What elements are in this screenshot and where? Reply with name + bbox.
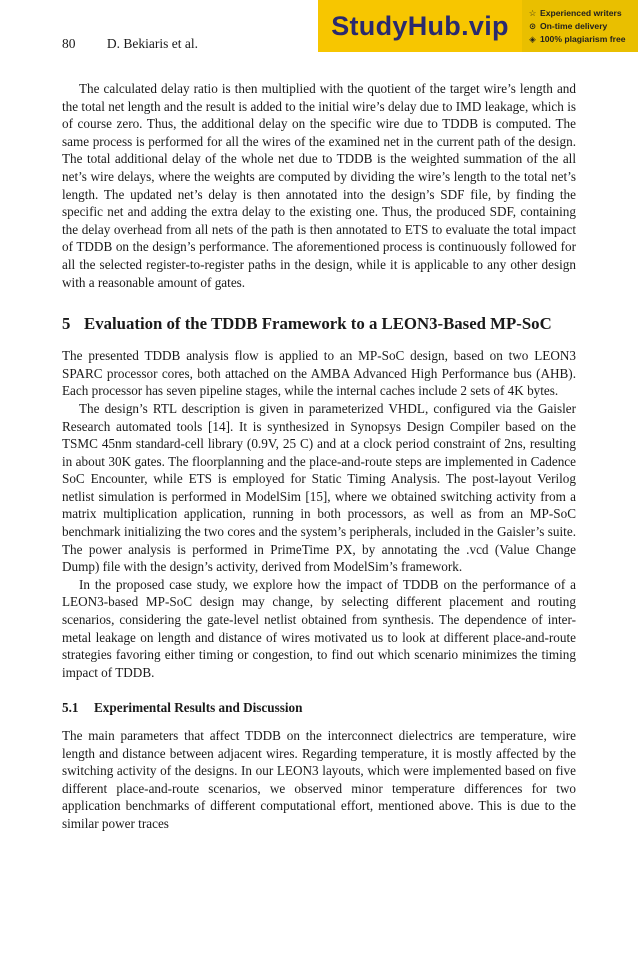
studyhub-logo[interactable]: StudyHub.vip	[318, 0, 522, 52]
subsection-number: 5.1	[62, 700, 79, 716]
running-header	[62, 36, 198, 52]
page-body	[62, 80, 576, 833]
feature-on-time-delivery	[528, 21, 638, 32]
page-number: 80	[62, 36, 76, 51]
shield-check-icon: ◈	[529, 33, 536, 44]
feature-label: 100% plagiarism free	[540, 34, 626, 44]
paragraph-1: The calculated delay ratio is then multiplied with the quotient of the target wire’s length and the total net length and the result is added to the initial wire’s delay due to IMD leakage, which is of course zero. Thus, the additional delay on the specific wire due to TDDB is computed. The same process is performed for all the wires of the examined net in the current path of the design. The total additional delay of the whole net due to TDDB is the weighted summation of the all net’s wire delays, where the weights are computed by dividing the wire’s length to the total net’s length. The updated net’s delay is then annotated into the design’s SDF file, by finding the specific net and adding the extra delay to the existing one. Thus, the produced SDF, containing the delay overhead from all nets of the path is then annotated to ETS to evaluate the total impact of TDDB on the design’s performance. The aforementioned process is continuously followed for all the selected register-to-register paths in the design, while it is applicable to any other design with a reasonable amount of gates.	[62, 81, 576, 290]
paragraph-5: The main parameters that affect TDDB on the interconnect dielectrics are temperature, wire length and distance between adjacent wires. Regarding temperature, it is mostly affected by the switching activity of the designs. In our LEON3 layouts, which were implemented based on five different place-and-route scenarios, we observed minor temperature differences for two application benchmarks of different computational effort, mentioned above. This is due to the similar power traces	[62, 728, 576, 831]
paragraph-4: In the proposed case study, we explore how the impact of TDDB on the performance of a LEON3-based MP-SoC design may change, by selecting different placement and routing scenarios, considering the gate-level netlist obtained from synthesis. The dependence of inter-metal leakage on length and distance of wires motivated us to look at different place-and-route strategies favoring either timing or congestion, to find out which scenario minimizes the timing impact of TDDB.	[62, 576, 576, 680]
section-number: 5	[62, 314, 71, 334]
banner-features	[522, 0, 638, 52]
feature-plagiarism-free	[528, 34, 638, 45]
star-icon: ☆	[528, 7, 537, 18]
feature-label: Experienced writers	[540, 8, 622, 18]
running-header-authors: D. Bekiaris et al.	[106, 36, 198, 51]
section-5-heading	[62, 313, 576, 334]
section-title: Evaluation of the TDDB Framework to a LEON3-Based MP-SoC	[84, 314, 552, 334]
subsection-5-1-heading	[62, 699, 576, 717]
paragraph-2: The presented TDDB analysis flow is applied to an MP-SoC design, based on two LEON3 SPARC processor cores, both attached on the AMBA Advanced High Performance bus (AHB). Each processor has seven pipeline stages, while the internal caches include 2 sets of 4K bytes.	[62, 348, 576, 399]
feature-label: On-time delivery	[540, 21, 608, 31]
paragraph-3: The design’s RTL description is given in parameterized VHDL, configured via the Gaisler Research automated tools [14]. It is synthesized in Synopsys Design Compiler based on the TSMC 45nm standard-cell library (0.9V, 25 C) and at a clock period constraint of 2ns, resulting in about 30K gates. The floorplanning and the place-and-route steps are implemented in Cadence SoC Encounter, while ETS is employed for Static Timing Analysis. The post-layout Verilog netlist simulation is performed in ModelSim [15], where we obtained switching activity from a matrix multiplication application, running in both processors, as well as from an MP-SoC benchmark initializing the two cores and the system’s peripherals, included in the Gaisler’s suite. The power analysis is performed in PrimeTime PX, by annotating the .vcd (Value Change Dump) file with the design’s activity, derived from ModelSim’s framework.	[62, 400, 576, 575]
clock-icon: ⊙	[528, 20, 537, 31]
subsection-title: Experimental Results and Discussion	[94, 700, 303, 716]
feature-experienced-writers	[528, 8, 638, 19]
studyhub-banner[interactable]	[318, 0, 638, 52]
